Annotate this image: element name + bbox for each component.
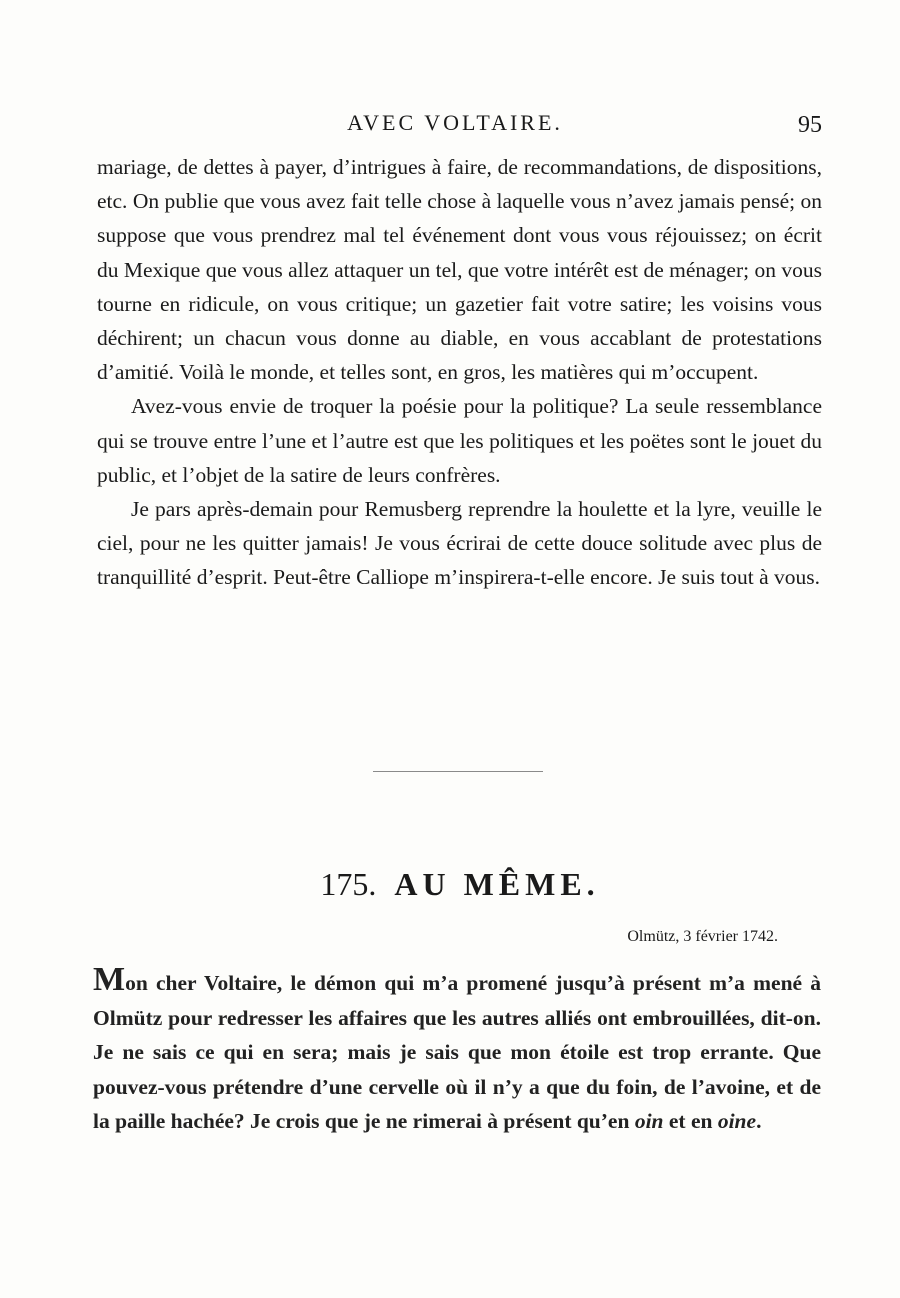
paragraph: Avez-vous envie de troquer la poésie pour la politique? La seule ressemblance qui se trouve entre l’une et l’autre est que les politiques et les poëtes sont le jouet du public, et l’objet de la satire de leurs confrères. [97, 394, 822, 487]
continued-letter-text [97, 150, 822, 595]
drop-capital: M [93, 961, 126, 998]
letter-dateline: Olmütz, 3 février 1742. [627, 928, 778, 945]
running-title: AVEC VOLTAIRE. [347, 110, 563, 135]
running-head [0, 110, 900, 140]
letter-title: AU MÊME. [394, 866, 600, 902]
letter-text-connector: et en [663, 1109, 718, 1134]
paragraph: mariage, de dettes à payer, d’intrigues à faire, de recommandations, de dispositions, etc. On publie que vous avez fait telle chose à laquelle vous n’avez jamais pensé; on suppose que vous prendrez mal tel événement dont vous vous réjouissez; on écrit du Mexique que vous allez attaquer un tel, que votre intérêt est de ménager; on vous tourne en ridicule, on vous critique; un gazetier fait votre satire; les voisins vous déchirent; un chacun vous donne au diable, en vous accablant de protestations d’amitié. Voilà le monde, et telles sont, en gros, les matières qui m’occupent. [97, 155, 822, 385]
section-divider [373, 771, 543, 772]
italic-word: oin [634, 1109, 664, 1134]
letter-text-end: . [756, 1109, 762, 1134]
paragraph [93, 961, 821, 1139]
letter-text: on cher Voltaire, le démon qui m’a promené jusqu’à présent m’a mené à Olmütz pour redresser les affaires que les autres alliés ont embrouillées, dit-on. Je ne sais ce qui en sera; mais je sais que mon étoile est trop errante. Que pouvez-vous prétendre d’une cervelle où il n’y a que du foin, de l’avoine, et de la paille hachée? Je crois que je ne rimerai à présent qu’en [93, 971, 821, 1134]
letter-number: 175. [320, 866, 377, 902]
paragraph: Je pars après-demain pour Remusberg reprendre la houlette et la lyre, veuille le ciel, pour ne les quitter jamais! Je vous écrirai de cette douce solitude avec plus de tranquillité d’esprit. Peut-être Calliope m’inspirera-t-elle encore. Je suis tout à vous. [97, 497, 822, 590]
page-number: 95 [798, 112, 822, 138]
italic-word: oine [717, 1109, 757, 1134]
letter-body [93, 961, 821, 1139]
letter-heading [0, 866, 900, 903]
